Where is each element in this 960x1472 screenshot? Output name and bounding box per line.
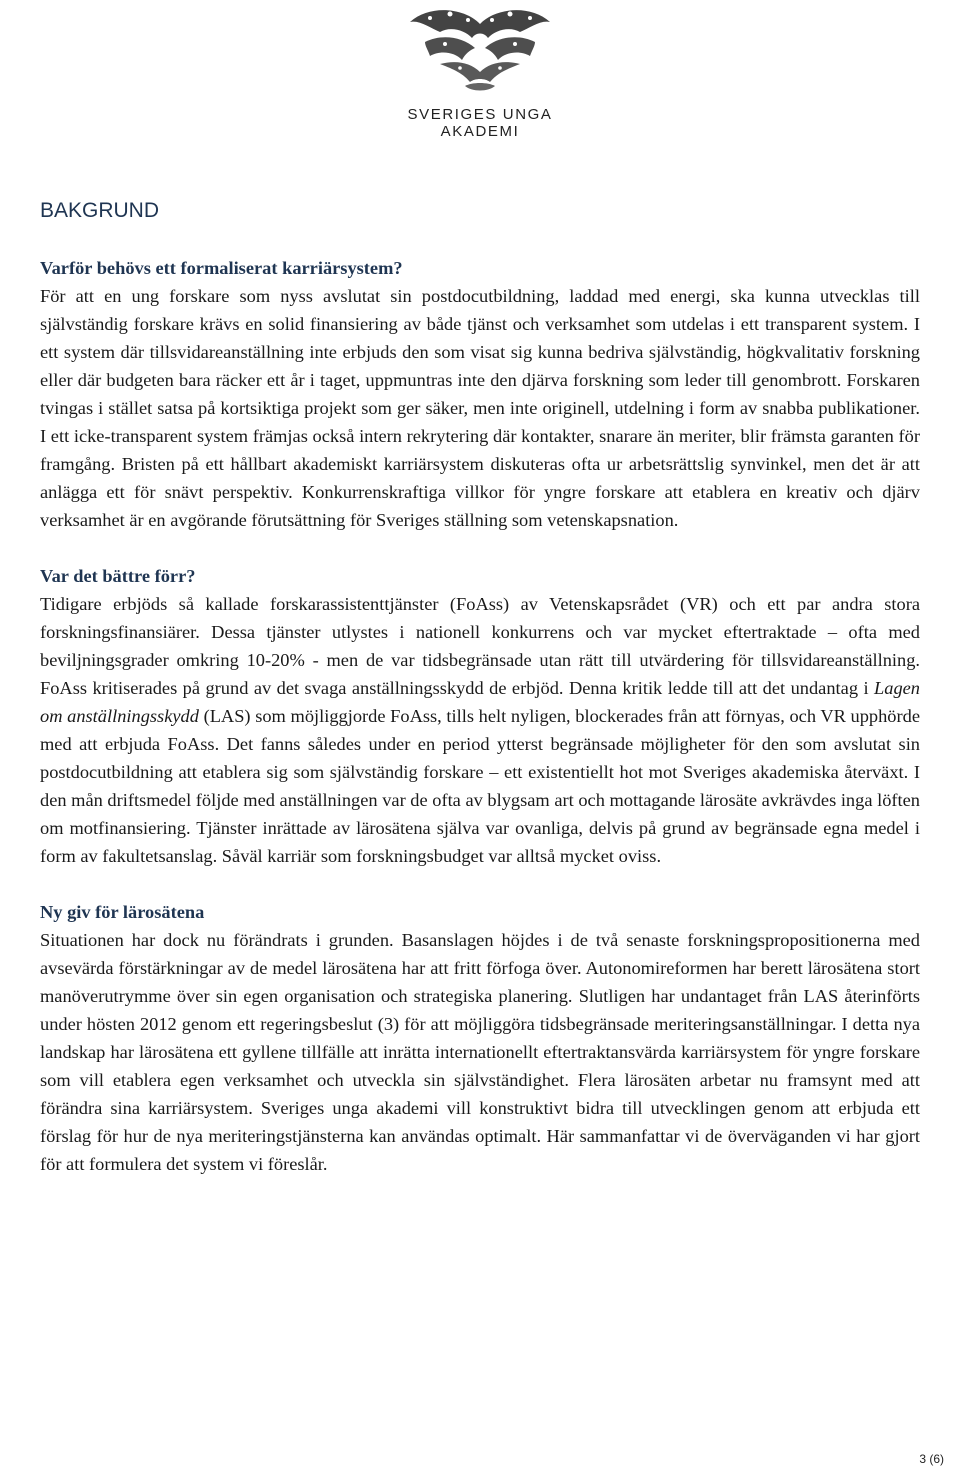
document-body [40,196,920,1206]
section-paragraph-new: Situationen har dock nu förändrats i grunden. Basanslagen höjdes i de två senaste forskningspropositionerna med avsevärda förstärkningar av de medel lärosätena har att fritt förfoga över. Autonomireformen har berett lärosätena stort manöverutrymme över sin egen organisation och strategiska planering. Slutligen har undantaget från LAS återinförts under hösten 2012 genom ett regeringsbeslut (3) för att möjliggöra tidsbegränsade meriteringsanställningar. I detta nya landskap har lärosätena ett gyllene tillfälle att inrätta internationellt eftertraktansvärda karriärsystem för yngre forskare som vill etablera egen verksamhet och utveckla sin självständighet. Flera lärosäten arbetar nu framsynt med att förändra sina karriärsystem. Sveriges unga akademi vill konstruktivt bidra till utvecklingen genom att erbjuda ett förslag för hur de nya meriteringstjänsterna kan användas optimalt. Här sammanfattar vi de överväganden vi har gjort för att formulera det system vi föreslår. [40,930,920,1174]
page-heading: BAKGRUND [40,199,160,222]
section-paragraph-why: För att en ung forskare som nyss avslutat sin postdocutbildning, laddad med energi, ska kunna utvecklas till självständig forskare krävs en solid finansiering av både tjänst och verksamhet som utdelas i ett transparent system. I ett system där tillsvidareanställning inte erbjuds den som visat sig kunna bedriva självständig, högkvalitativ forskning eller där budgeten bara räcker ett år i taget, uppmuntras inte den djärva forskning som leder till genombrott. Forskaren tvingas i stället satsa på kortsiktiga projekt som ger säker, men inte originell, utdelning i form av snabba publikationer. I ett icke-transparent system främjas också intern rekrytering där kontakter, snarare än meriter, blir främsta garanten för framgång. Bristen på ett hållbart akademiskt karriärsystem diskuteras ofta ur arbetsrättslig synvinkel, men det är att anlägga ett för snävt perspektiv. Konkurrenskraftiga villkor för yngre forskare att etablera en kreativ och djärv verksamhet är en avgörande förutsättning för Sveriges ställning som vetenskapsnation. [40,286,920,530]
crown-tree-emblem-icon [370,2,590,102]
section-title-new: Ny giv för lärosätena [40,902,205,922]
section-title-why: Varför behövs ett formaliserat karriärsystem? [40,258,403,278]
section-paragraph-before [40,590,920,870]
page-number: 3 (6) [919,1452,944,1466]
section-title-before: Var det bättre förr? [40,566,196,586]
academy-logo [370,2,590,140]
paragraph-text: Tidigare erbjöds så kallade forskarassistenttjänster (FoAss) av Vetenskapsrådet (VR) och ett par andra stora forskningsfinansiärer. Dessa tjänster utlystes i nationell konkurrens och var mycket eftertraktade – ofta med beviljningsgrader omkring 10-20% - men de var tidsbegränsade utan rätt till utvärdering för tillsvidareanställning. FoAss kritiserades på grund av det svaga anställningsskydd de erbjöd. Denna kritik ledde till att det undantag i [40,594,920,698]
logo-wordmark: SVERIGES UNGA AKADEMI [407,106,553,140]
paragraph-text: (LAS) som möjliggjorde FoAss, tills helt nyligen, blockerades från att förnyas, och VR upphörde med att erbjuda FoAss. Det fanns således under en period ytterst begränsade möjligheter för den som avslutat sin postdocutbildning att etablera sig som självständig forskare – ett existentiellt hot mot Sveriges akademiska återväxt. I den mån driftsmedel följde med anställningen var de ofta av blygsam art och mottagande lärosäte avkrävdes inga löften om motfinansiering. Tjänster inrättade av lärosätena själva var ovanliga, delvis på grund av begränsade egna medel i form av fakultetsanslag. Såväl karriär som forskningsbudget var alltså mycket oviss. [40,706,920,866]
law-name: Lagen om anställningsskydd [40,678,920,726]
